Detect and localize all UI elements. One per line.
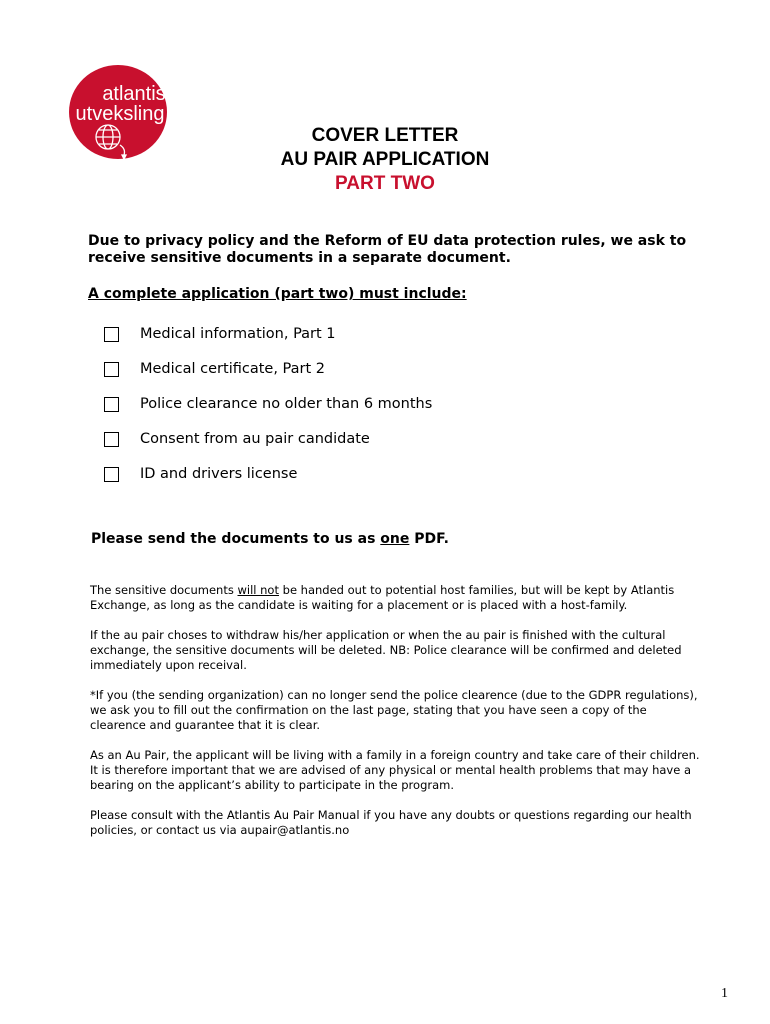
title-part-two: PART TWO [335,173,435,194]
checklist-item [104,359,432,394]
paragraph-sensitive-documents [90,583,700,613]
checklist-label: Consent from au pair candidate [140,431,370,447]
para1-emphasis: will not [237,583,279,597]
title-au-pair-application: AU PAIR APPLICATION [280,149,490,170]
checkbox-medical-certificate[interactable] [104,362,119,377]
document-checklist [104,324,432,499]
checklist-label: Medical information, Part 1 [140,326,336,342]
para1-after: be handed out to potential host families, but will be kept by Atlantis Exchange, as long as the candidate is waiting for a placement or is placed with a host-family. [90,583,675,612]
checkbox-police-clearance[interactable] [104,397,119,412]
page-number: 1 [721,986,728,1001]
title-block [0,124,770,196]
send-text-emphasis: one [380,531,410,547]
checkbox-medical-information[interactable] [104,327,119,342]
para1-before: The sensitive documents [90,583,238,597]
paragraph-health: As an Au Pair, the applicant will be living with a family in a foreign country and take care of their children. It is therefore important that we are advised of any physical or mental health problems that may have a bearing on the applicant’s ability to participate in the program. [90,748,700,792]
paragraph-withdraw: If the au pair choses to withdraw his/her application or when the au pair is finished with the cultural exchange, the sensitive documents will be deleted. NB: Police clearance will be confirmed and deleted immediately upon receival. [90,628,682,672]
title-cover-letter: COVER LETTER [311,125,459,146]
checklist-item [104,429,432,464]
paragraph-contact: Please consult with the Atlantis Au Pair Manual if you have any doubts or questions regarding our health policies, or contact us via aupair@atlantis.no [90,808,692,837]
checklist-label: ID and drivers license [140,466,298,482]
must-include-heading: A complete application (part two) must include: [88,286,467,302]
checkbox-consent[interactable] [104,432,119,447]
checklist-label: Police clearance no older than 6 months [140,396,433,412]
logo-text-atlantis: atlantis [102,83,166,105]
privacy-intro: Due to privacy policy and the Reform of EU data protection rules, we ask to receive sensitive documents in a separate document. [88,233,687,266]
paragraph-police-clearence: *If you (the sending organization) can no longer send the police clearence (due to the GDPR regulations), we ask you to fill out the confirmation on the last page, stating that you have seen a copy of the clearence and guarantee that it is clear. [90,688,698,732]
send-text-before: Please send the documents to us as [91,531,381,547]
checklist-item [104,394,432,429]
logo-text-utveksling: utveksling [75,103,165,125]
send-instruction [91,531,449,547]
checkbox-id-drivers-license[interactable] [104,467,119,482]
checklist-label: Medical certificate, Part 2 [140,361,326,377]
checklist-item [104,324,432,359]
checklist-item [104,464,432,499]
body-paragraphs [90,583,700,853]
send-text-after: PDF. [409,531,449,547]
